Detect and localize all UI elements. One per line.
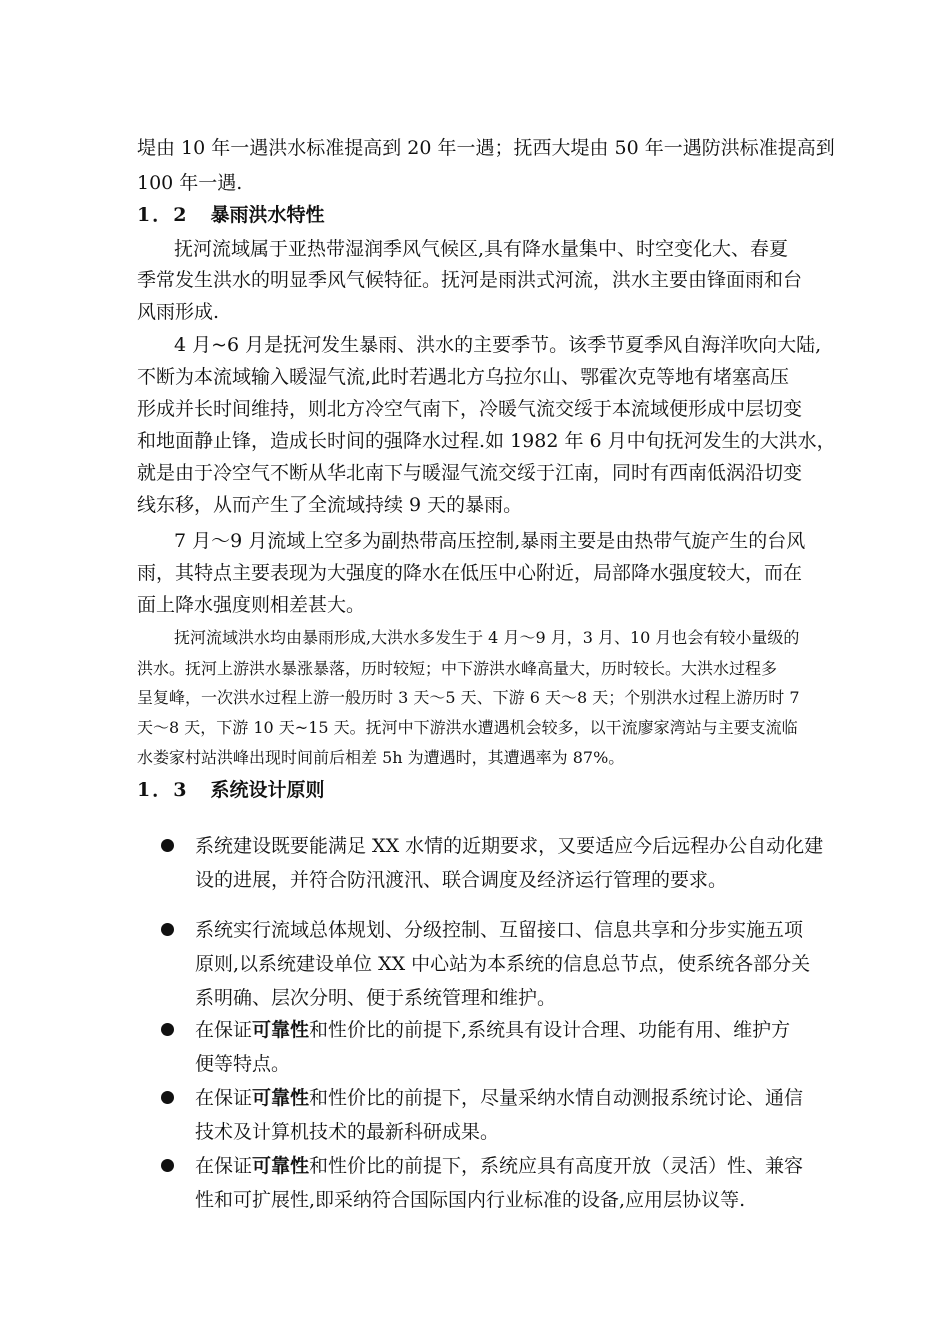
paragraph-line: 水娄家村站洪峰出现时间前后相差 5h 为遭遇时，其遭遇率为 87%。 (137, 748, 625, 767)
bullet-text-post: 和性价比的前提下，系统应具有高度开放（灵活）性、兼容 (309, 1155, 804, 1177)
paragraph-line: 抚河流域洪水均由暴雨形成,大洪水多发生于 4 月～9 月，3 月、10 月也会有较小量级的 (174, 628, 800, 647)
paragraph-line: 线东移，从而产生了全流域持续 9 天的暴雨。 (137, 494, 523, 516)
bullet-line: 技术及计算机技术的最新科研成果。 (195, 1121, 500, 1143)
paragraph-line: 抚河流域属于亚热带湿润季风气候区,具有降水量集中、时空变化大、春夏 (174, 238, 789, 260)
bullet-line (195, 1152, 803, 1180)
bullet-icon (161, 923, 174, 936)
bullet-text-post: 和性价比的前提下，尽量采纳水情自动测报系统讨论、通信 (309, 1087, 804, 1109)
bullet-text-post: 和性价比的前提下,系统具有设计合理、功能有用、维护方 (309, 1019, 791, 1041)
bullet-text-pre: 在保证 (195, 1019, 253, 1041)
bullet-text-pre: 在保证 (195, 1087, 253, 1109)
paragraph-line: 季常发生洪水的明显季风气候特征。抚河是雨洪式河流，洪水主要由锋面雨和台 (137, 269, 803, 291)
bullet-line: 性和可扩展性,即采纳符合国际国内行业标准的设备,应用层协议等. (195, 1189, 746, 1211)
paragraph-line: 4 月~6 月是抚河发生暴雨、洪水的主要季节。该季节夏季风自海洋吹向大陆, (174, 334, 822, 356)
bullet-line (195, 1016, 790, 1044)
bullet-line: 系统实行流域总体规划、分级控制、互留接口、信息共享和分步实施五项 (195, 919, 804, 941)
bullet-line: 系明确、层次分明、便于系统管理和维护。 (195, 987, 557, 1009)
section-number: 1．3 (137, 779, 189, 801)
bullet-line (195, 1084, 803, 1112)
bullet-line: 原则,以系统建设单位 XX 中心站为本系统的信息总节点，使系统各部分关 (195, 953, 811, 975)
paragraph-line: 面上降水强度则相差甚大。 (137, 594, 366, 616)
paragraph-line: 和地面静止锋，造成长时间的强降水过程.如 1982 年 6 月中旬抚河发生的大洪水， (137, 430, 836, 452)
bullet-icon (161, 839, 174, 852)
bullet-text-bold: 可靠性 (252, 1019, 310, 1041)
paragraph-line: 就是由于冷空气不断从华北南下与暖湿气流交绥于江南，同时有西南低涡沿切变 (137, 462, 803, 484)
paragraph-line: 呈复峰，一次洪水过程上游一般历时 3 天～5 天、下游 6 天～8 天；个别洪水过程上游历时 7 (137, 688, 800, 707)
bullet-icon (161, 1091, 174, 1104)
paragraph-line: 不断为本流域输入暖湿气流,此时若遇北方乌拉尔山、鄂霍次克等地有堵塞高压 (137, 366, 790, 388)
section-title: 系统设计原则 (210, 779, 325, 801)
bullet-text-bold: 可靠性 (252, 1087, 310, 1109)
section-heading-1-2 (137, 201, 324, 229)
section-number: 1．2 (137, 204, 189, 226)
intro-line-1: 堤由 10 年一遇洪水标准提高到 20 年一遇；抚西大堤由 50 年一遇防洪标准提高到 (137, 137, 835, 159)
paragraph-line: 风雨形成. (137, 301, 220, 323)
bullet-line: 便等特点。 (195, 1053, 291, 1075)
bullet-icon (161, 1023, 174, 1036)
section-title: 暴雨洪水特性 (210, 204, 325, 226)
paragraph-line: 洪水。抚河上游洪水暴涨暴落，历时较短；中下游洪水峰高量大，历时较长。大洪水过程多 (137, 659, 778, 678)
paragraph-line: 形成并长时间维持，则北方冷空气南下，冷暖气流交绥于本流域便形成中层切变 (137, 398, 803, 420)
bullet-line: 系统建设既要能满足 XX 水情的近期要求，又要适应今后远程办公自动化建 (195, 835, 824, 857)
bullet-text-pre: 在保证 (195, 1155, 253, 1177)
bullet-text-bold: 可靠性 (252, 1155, 310, 1177)
intro-line-2: 100 年一遇. (137, 172, 243, 194)
bullet-icon (161, 1159, 174, 1172)
section-heading-1-3 (137, 776, 324, 804)
paragraph-line: 天～8 天，下游 10 天~15 天。抚河中下游洪水遭遇机会较多，以干流廖家湾站与主要支流临 (137, 718, 798, 737)
bullet-line: 设的进展，并符合防汛渡汛、联合调度及经济运行管理的要求。 (195, 869, 728, 891)
paragraph-line: 7 月～9 月流域上空多为副热带高压控制,暴雨主要是由热带气旋产生的台风 (174, 530, 806, 552)
paragraph-line: 雨，其特点主要表现为大强度的降水在低压中心附近，局部降水强度较大，而在 (137, 562, 803, 584)
